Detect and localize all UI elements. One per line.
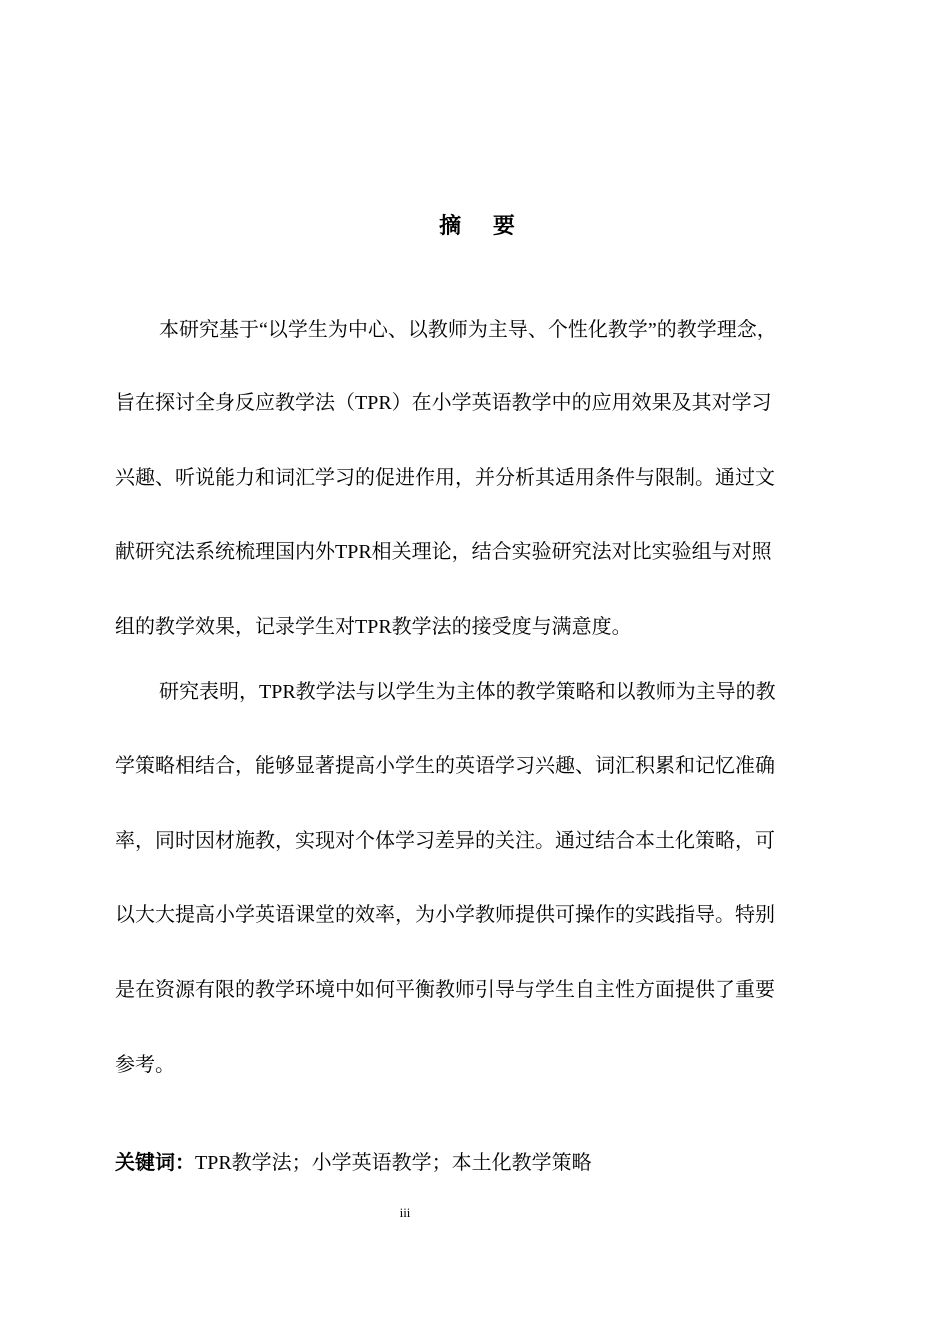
paragraph-line: 组的教学效果，记录学生对TPR教学法的接受度与满意度。 [115,616,632,638]
paragraph-line: 是在资源有限的教学环境中如何平衡教师引导与学生自主性方面提供了重要 [115,979,775,1001]
paragraph-line: 率，同时因材施教，实现对个体学习差异的关注。通过结合本土化策略，可 [115,830,775,852]
keywords-line [115,1148,592,1177]
paragraph-line: 本研究基于“以学生为中心、以教师为主导、个性化教学”的教学理念， [159,319,777,341]
paragraph-line: 学策略相结合，能够显著提高小学生的英语学习兴趣、词汇积累和记忆准确 [115,755,775,777]
paragraph-line: 研究表明，TPR教学法与以学生为主体的教学策略和以教师为主导的教 [159,681,776,703]
paragraph-line: 以大大提高小学英语课堂的效率，为小学教师提供可操作的实践指导。特别 [115,904,775,926]
paragraph-line: 参考。 [115,1054,175,1076]
keywords-value: TPR教学法；小学英语教学；本土化教学策略 [195,1152,592,1174]
paragraph-line: 兴趣、听说能力和词汇学习的促进作用，并分析其适用条件与限制。通过文 [115,467,775,489]
page-number: iii [399,1205,411,1220]
abstract-title: 摘 要 [439,214,527,239]
paragraph-line: 献研究法系统梳理国内外TPR相关理论，结合实验研究法对比实验组与对照 [115,541,772,563]
keywords-label: 关键词： [115,1150,195,1174]
paragraph-line: 旨在探讨全身反应教学法（TPR）在小学英语教学中的应用效果及其对学习 [115,392,772,414]
